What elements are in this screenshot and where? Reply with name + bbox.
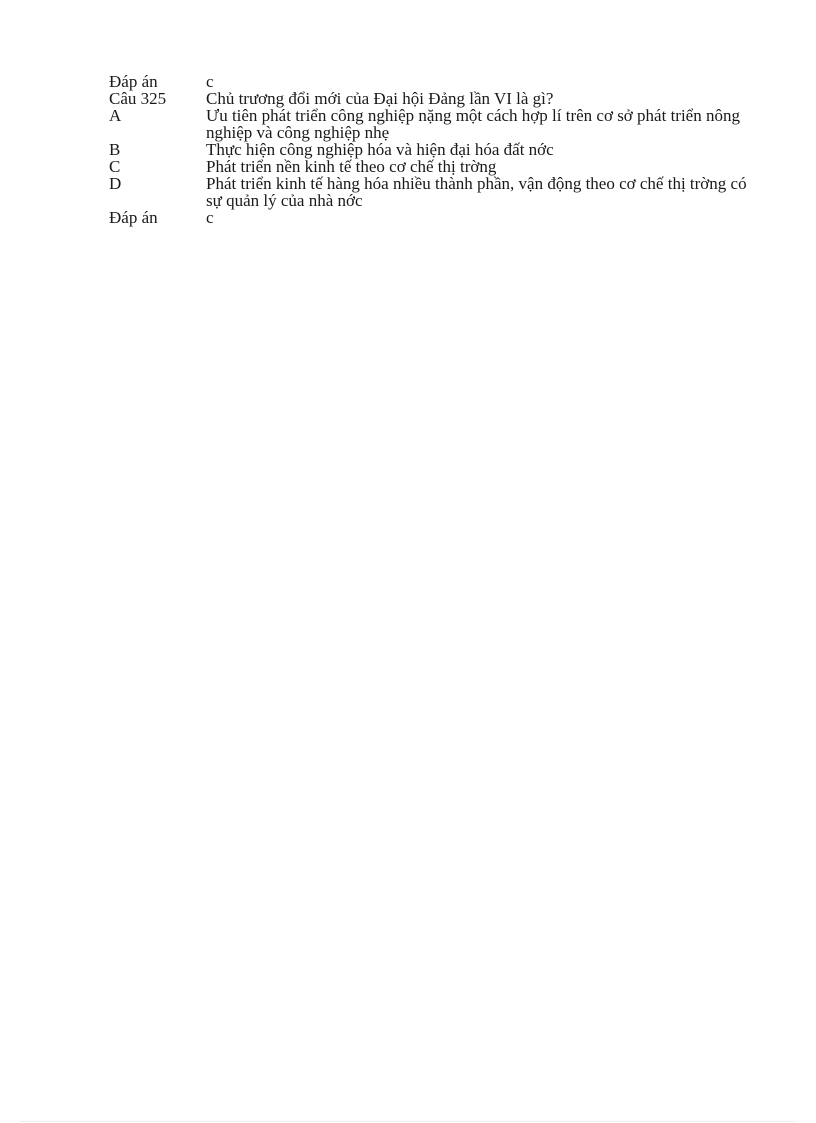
option-c-label: C	[109, 157, 121, 176]
option-d-row	[109, 175, 749, 209]
question-row	[109, 90, 749, 107]
option-c-row	[109, 158, 749, 175]
question-block	[109, 73, 749, 226]
option-b-label: B	[109, 140, 121, 159]
answer-label: Đáp án	[109, 208, 158, 227]
option-b-row	[109, 141, 749, 158]
page-bottom-divider	[20, 1121, 796, 1122]
answer-value: c	[206, 72, 214, 91]
option-d-text: Phát triển kinh tế hàng hóa nhiều thành phần, vận động theo cơ chế thị trờng có sự quản lý của nhà nớc	[206, 174, 747, 210]
question-text: Chủ trương đổi mới của Đại hội Đảng lần VI là gì?	[206, 89, 554, 108]
answer-value: c	[206, 208, 214, 227]
option-d-label: D	[109, 174, 122, 193]
answer-label: Đáp án	[109, 72, 158, 91]
answer-row	[109, 209, 749, 226]
option-b-text: Thực hiện công nghiệp hóa và hiện đại hóa đất nớc	[206, 140, 554, 159]
option-a-label: A	[109, 106, 122, 125]
question-number: Câu 325	[109, 89, 167, 108]
option-a-row	[109, 107, 749, 141]
option-c-text: Phát triển nền kinh tế theo cơ chế thị trờng	[206, 157, 497, 176]
option-a-text: Ưu tiên phát triển công nghiệp nặng một cách hợp lí trên cơ sở phát triển nông nghiệp và công nghiệp nhẹ	[206, 106, 740, 142]
answer-row	[109, 73, 749, 90]
